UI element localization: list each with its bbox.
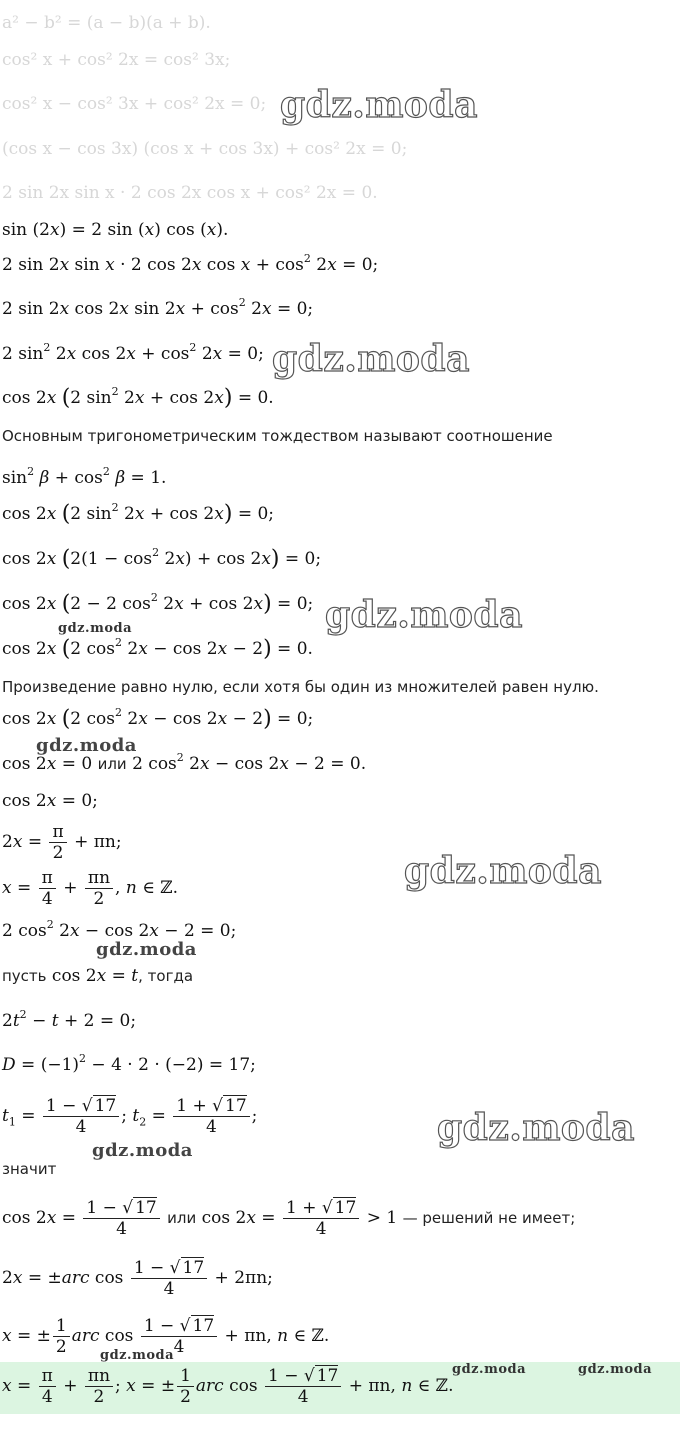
watermark-logo: gdz.moda [452, 1362, 527, 1377]
formula-split: cos 2x = 0 или 2 $\cos^2 2x - \cos 2x - 2 = 0$. [2, 751, 367, 774]
formula-step-1: 2 sin 2x sin x · 2 cos 2x $\cos x + \cos^2 2x = 0$; [2, 252, 379, 275]
formula-step-6: cos 2x $(2(1 - \cos^2 2x) + \cos 2x) = 0$; [2, 546, 322, 572]
watermark-logo: gdz.moda [404, 850, 602, 892]
watermark-logo: gdz.moda [58, 621, 133, 636]
watermark-logo: gdz.moda [92, 1140, 193, 1161]
then-word: , тогда [138, 967, 194, 985]
faded-line-3: cos² x − cos² 3x + cos² 2x = 0; [2, 94, 267, 114]
formula-quadratic: $2t^2 - t + 2 = 0$; [2, 1008, 137, 1031]
formula-step-9: cos 2x (2 $\cos^2 2x - \cos 2x - 2) = 0$; [2, 706, 314, 732]
formula-step-5: cos 2x (2 $\sin^2 2x + \cos 2x) = 0$; [2, 501, 275, 527]
formula-discriminant: $D = (-1)^2 - 4 \cdot 2 \cdot (-2) = 17$; [2, 1052, 256, 1075]
watermark-logo: gdz.moda [36, 735, 137, 756]
formula-double-angle: sin (2x) = 2 sin (x) cos (x). [2, 220, 229, 240]
formula-arccos-x: x = ± $\frac{1}{2}$ arc cos $\frac{1 - √ 17}{4}$ + πn, n ∈ ℤ. [2, 1316, 330, 1357]
let-word: пусть [2, 967, 47, 985]
formula-cos-cases: cos 2x = $\frac{1 - √ 17}{4}$ или cos 2x = $\frac{1 + √ 17}{4}$ > 1 — решений не имеет; [2, 1198, 576, 1239]
or-word: или [97, 755, 127, 773]
formula-identity: $\sin^2 \beta + \cos^2 \beta = 1$. [2, 465, 167, 488]
watermark-logo: gdz.moda [578, 1362, 653, 1377]
or-word-2: или [167, 1209, 197, 1227]
formula-case-1: cos 2x = 0; [2, 791, 98, 811]
watermark-logo: gdz.moda [280, 84, 478, 126]
formula-step-8: cos 2x (2 $\cos^2 2x - \cos 2x - 2) = 0$. [2, 636, 313, 662]
substitution-line: пусть cos 2x = t, тогда [2, 966, 194, 986]
formula-x-pi: x = $\frac{\pi}{4}$ + $\frac{\pi n}{2}$ , n ∈ ℤ. [2, 868, 179, 909]
faded-line-1: a² − b² = (a − b)(a + b). [2, 13, 211, 33]
formula-case-2: 2 $\cos^2 2x - \cos 2x - 2 = 0$; [2, 918, 237, 941]
means-text: значит [2, 1160, 57, 1178]
watermark-logo: gdz.moda [437, 1107, 635, 1149]
formula-arccos-2x: 2x = ±arc cos $\frac{1 - √ 17}{4}$ + 2πn; [2, 1258, 273, 1299]
no-solution-text: — решений не имеет; [402, 1209, 576, 1227]
formula-step-4: cos 2x (2 $\sin^2 2x + \cos 2x) = 0$. [2, 385, 274, 411]
formula-step-7: cos 2x (2 − 2 $\cos^2 2x + \cos 2x) = 0$; [2, 591, 314, 617]
watermark-logo: gdz.moda [272, 338, 470, 380]
formula-answer: x = $\frac{\pi}{4}$ + $\frac{\pi n}{2}$ ; x = ± $\frac{1}{2}$ arc cos $\frac{1 - √ 17}{4}$ + πn, n ∈ ℤ. [2, 1366, 454, 1407]
formula-2x-pi: 2x = $\frac{\pi}{2}$ + πn; [2, 822, 122, 863]
faded-line-2: cos² x + cos² 2x = cos² 3x; [2, 50, 231, 70]
watermark-logo: gdz.moda [96, 939, 197, 960]
formula-step-2: 2 sin 2x cos 2x $\sin 2x + \cos^2 2x = 0$; [2, 296, 314, 319]
watermark-logo: gdz.moda [325, 594, 523, 636]
faded-line-5: 2 sin 2x sin x · 2 cos 2x cos x + cos² 2x = 0. [2, 183, 378, 203]
watermark-logo: gdz.moda [100, 1348, 175, 1363]
faded-line-4: (cos x − cos 3x) (cos x + cos 3x) + cos² 2x = 0; [2, 139, 408, 159]
formula-roots: $t_1$ = $\frac{1 - √ 17}{4}$ ; $t_2$ = $\frac{1 + √ 17}{4}$ ; [2, 1096, 258, 1137]
zero-product-text: Произведение равно нулю, если хотя бы один из множителей равен нулю. [2, 678, 599, 696]
identity-intro-text: Основным тригонометрическим тождеством называют соотношение [2, 427, 553, 445]
formula-step-3: 2 $\sin^2 2x$ $\cos 2x + \cos^2 2x = 0$; [2, 341, 264, 364]
